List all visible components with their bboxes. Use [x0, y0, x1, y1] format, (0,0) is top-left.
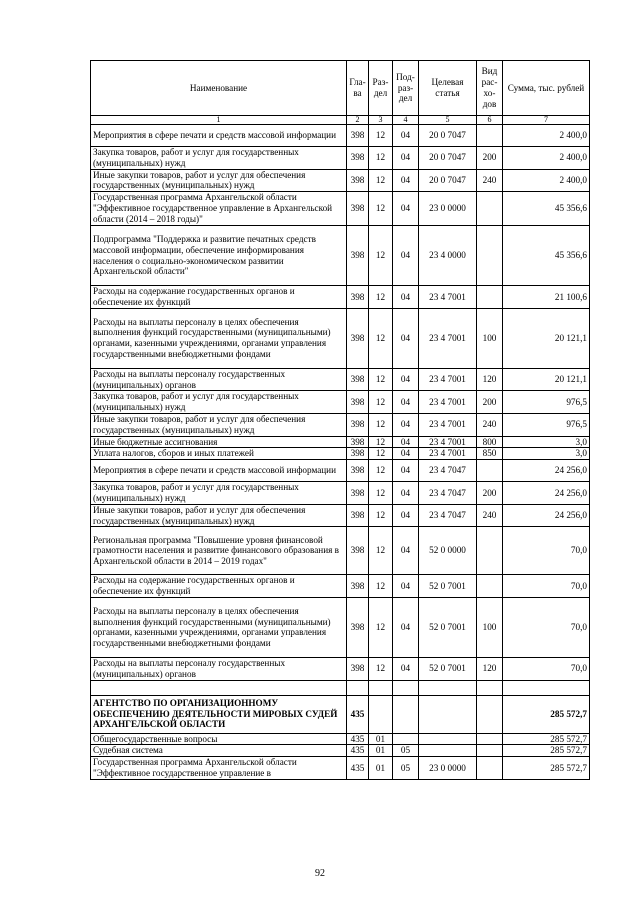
header-podrazdel: Под-раз-дел — [393, 61, 419, 116]
row-razdel: 12 — [369, 657, 393, 680]
row-razdel: 12 — [369, 504, 393, 527]
row-glava: 398 — [347, 125, 369, 147]
row-sum: 45 356,6 — [503, 226, 590, 286]
row-glava: 398 — [347, 147, 369, 170]
row-target: 20 0 7047 — [419, 125, 477, 147]
table-row — [91, 504, 590, 527]
table-row — [91, 448, 590, 460]
row-sum: 70,0 — [503, 527, 590, 575]
row-target: 23 4 7047 — [419, 482, 477, 505]
row-podrazdel: 04 — [393, 527, 419, 575]
row-podrazdel: 04 — [393, 657, 419, 680]
row-name: Уплата налогов, сборов и иных платежей — [91, 448, 347, 460]
row-razdel: 12 — [369, 448, 393, 460]
column-numbers-row — [91, 116, 590, 125]
row-sum: 976,5 — [503, 391, 590, 414]
row-glava: 435 — [347, 733, 369, 745]
row-podrazdel: 04 — [393, 368, 419, 391]
row-sum: 24 256,0 — [503, 482, 590, 505]
spacer-row — [91, 680, 590, 695]
table-row — [91, 657, 590, 680]
table-body — [91, 125, 590, 780]
row-razdel: 12 — [369, 527, 393, 575]
row-glava — [347, 680, 369, 695]
row-podrazdel: 04 — [393, 597, 419, 657]
column-number: 2 — [347, 116, 369, 125]
row-target: 23 4 7001 — [419, 308, 477, 368]
table-row — [91, 368, 590, 391]
table-header — [91, 61, 590, 116]
table-row — [91, 286, 590, 309]
row-vid — [477, 286, 503, 309]
row-target: 23 4 7047 — [419, 504, 477, 527]
row-sum: 285 572,7 — [503, 745, 590, 757]
row-sum: 24 256,0 — [503, 504, 590, 527]
row-podrazdel: 04 — [393, 391, 419, 414]
row-name: Расходы на выплаты персоналу в целях обеспечения выполнения функций государственными (муниципальными) органами, казенными учреждениями, органами управления государственными внебюджетными фондами — [91, 597, 347, 657]
row-vid — [477, 680, 503, 695]
table-row — [91, 192, 590, 226]
row-target — [419, 733, 477, 745]
row-sum: 285 572,7 — [503, 757, 590, 780]
row-glava: 398 — [347, 575, 369, 598]
row-podrazdel: 04 — [393, 448, 419, 460]
row-glava: 398 — [347, 527, 369, 575]
row-target: 23 4 7047 — [419, 460, 477, 482]
row-razdel: 12 — [369, 169, 393, 192]
row-podrazdel: 04 — [393, 169, 419, 192]
row-podrazdel — [393, 733, 419, 745]
row-vid — [477, 460, 503, 482]
row-sum: 285 572,7 — [503, 733, 590, 745]
row-target: 52 0 0000 — [419, 527, 477, 575]
row-podrazdel: 04 — [393, 436, 419, 448]
table-row — [91, 436, 590, 448]
row-glava: 398 — [347, 286, 369, 309]
row-razdel: 12 — [369, 125, 393, 147]
row-name: Закупка товаров, работ и услуг для государственных (муниципальных) нужд — [91, 147, 347, 170]
row-glava: 398 — [347, 448, 369, 460]
row-target: 23 4 7001 — [419, 436, 477, 448]
row-name: Расходы на содержание государственных органов и обеспечение их функций — [91, 575, 347, 598]
row-vid: 240 — [477, 504, 503, 527]
row-podrazdel — [393, 695, 419, 733]
row-sum: 70,0 — [503, 597, 590, 657]
row-glava: 398 — [347, 460, 369, 482]
row-name: Иные бюджетные ассигнования — [91, 436, 347, 448]
row-vid — [477, 125, 503, 147]
row-vid: 100 — [477, 597, 503, 657]
row-glava: 398 — [347, 226, 369, 286]
row-name: Закупка товаров, работ и услуг для государственных (муниципальных) нужд — [91, 391, 347, 414]
table-row — [91, 169, 590, 192]
row-podrazdel: 05 — [393, 757, 419, 780]
table-row — [91, 597, 590, 657]
row-name: Закупка товаров, работ и услуг для государственных (муниципальных) нужд — [91, 482, 347, 505]
row-sum — [503, 680, 590, 695]
row-vid: 240 — [477, 413, 503, 436]
budget-sheet — [90, 60, 589, 780]
row-sum: 45 356,6 — [503, 192, 590, 226]
row-target: 23 4 7001 — [419, 391, 477, 414]
table-row — [91, 226, 590, 286]
row-glava: 398 — [347, 597, 369, 657]
row-name: Общегосударственные вопросы — [91, 733, 347, 745]
row-podrazdel: 04 — [393, 226, 419, 286]
row-razdel: 12 — [369, 436, 393, 448]
table-row — [91, 482, 590, 505]
row-razdel — [369, 695, 393, 733]
row-target: 23 0 0000 — [419, 757, 477, 780]
row-name: Подпрограмма "Поддержка и развитие печатных средств массовой информации, обеспечение информирования населения о социально-экономическом развитии Архангельской области" — [91, 226, 347, 286]
row-target — [419, 680, 477, 695]
row-podrazdel: 04 — [393, 575, 419, 598]
row-glava: 398 — [347, 436, 369, 448]
row-razdel: 12 — [369, 413, 393, 436]
row-vid: 120 — [477, 368, 503, 391]
row-name: Мероприятия в сфере печати и средств массовой информации — [91, 460, 347, 482]
row-name: Расходы на выплаты персоналу в целях обеспечения выполнения функций государственными (муниципальными) органами, казенными учреждениями, органами управления государственными внебюджетными фондами — [91, 308, 347, 368]
row-razdel: 12 — [369, 575, 393, 598]
table-row — [91, 757, 590, 780]
row-podrazdel: 04 — [393, 286, 419, 309]
row-name: Мероприятия в сфере печати и средств массовой информации — [91, 125, 347, 147]
row-podrazdel: 04 — [393, 482, 419, 505]
row-sum: 976,5 — [503, 413, 590, 436]
row-name: Иные закупки товаров, работ и услуг для обеспечения государственных (муниципальных) нужд — [91, 413, 347, 436]
header-razdel: Раз-дел — [369, 61, 393, 116]
row-glava: 398 — [347, 504, 369, 527]
row-vid — [477, 226, 503, 286]
table-row — [91, 125, 590, 147]
header-glava: Гла-ва — [347, 61, 369, 116]
row-sum: 2 400,0 — [503, 169, 590, 192]
row-name — [91, 680, 347, 695]
row-podrazdel: 05 — [393, 745, 419, 757]
row-razdel: 12 — [369, 482, 393, 505]
row-name: Региональная программа "Повышение уровня финансовой грамотности населения и развитие финансового образования в Архангельской области в 2014 – 2019 годах" — [91, 527, 347, 575]
row-razdel: 12 — [369, 391, 393, 414]
row-podrazdel: 04 — [393, 504, 419, 527]
row-target — [419, 695, 477, 733]
row-glava: 398 — [347, 391, 369, 414]
row-podrazdel: 04 — [393, 147, 419, 170]
row-name: АГЕНТСТВО ПО ОРГАНИЗАЦИОННОМУ ОБЕСПЕЧЕНИЮ ДЕЯТЕЛЬНОСТИ МИРОВЫХ СУДЕЙ АРХАНГЕЛЬСКОЙ ОБЛАСТИ — [91, 695, 347, 733]
row-vid — [477, 575, 503, 598]
page-number: 92 — [315, 868, 325, 879]
row-podrazdel: 04 — [393, 460, 419, 482]
row-sum: 2 400,0 — [503, 147, 590, 170]
row-vid: 800 — [477, 436, 503, 448]
table-row — [91, 413, 590, 436]
row-name: Расходы на выплаты персоналу государственных (муниципальных) органов — [91, 657, 347, 680]
row-target: 23 4 0000 — [419, 226, 477, 286]
table-row — [91, 695, 590, 733]
row-vid: 850 — [477, 448, 503, 460]
row-razdel: 12 — [369, 368, 393, 391]
row-vid: 100 — [477, 308, 503, 368]
row-glava: 398 — [347, 308, 369, 368]
row-vid — [477, 757, 503, 780]
row-sum: 20 121,1 — [503, 368, 590, 391]
row-glava: 435 — [347, 757, 369, 780]
row-vid — [477, 192, 503, 226]
row-target: 23 4 7001 — [419, 368, 477, 391]
row-glava: 435 — [347, 745, 369, 757]
row-target: 23 0 0000 — [419, 192, 477, 226]
row-razdel: 01 — [369, 745, 393, 757]
row-target: 23 4 7001 — [419, 448, 477, 460]
row-target: 20 0 7047 — [419, 169, 477, 192]
row-vid — [477, 745, 503, 757]
row-glava: 398 — [347, 657, 369, 680]
row-razdel: 01 — [369, 733, 393, 745]
row-sum: 21 100,6 — [503, 286, 590, 309]
row-target: 52 0 7001 — [419, 597, 477, 657]
header-sum: Сумма, тыс. рублей — [503, 61, 590, 116]
table-row — [91, 308, 590, 368]
row-vid — [477, 695, 503, 733]
table-row — [91, 527, 590, 575]
column-number: 3 — [369, 116, 393, 125]
row-target: 23 4 7001 — [419, 413, 477, 436]
row-glava: 398 — [347, 413, 369, 436]
table-row — [91, 391, 590, 414]
row-vid: 200 — [477, 482, 503, 505]
row-razdel: 12 — [369, 286, 393, 309]
table-row — [91, 460, 590, 482]
row-sum: 285 572,7 — [503, 695, 590, 733]
row-name: Расходы на выплаты персоналу государственных (муниципальных) органов — [91, 368, 347, 391]
row-sum: 20 121,1 — [503, 308, 590, 368]
row-vid — [477, 527, 503, 575]
header-name: Наименование — [91, 61, 347, 116]
row-vid: 120 — [477, 657, 503, 680]
row-name: Государственная программа Архангельской области "Эффективное государственное управление в — [91, 757, 347, 780]
table-row — [91, 147, 590, 170]
header-target: Целевая статья — [419, 61, 477, 116]
row-name: Иные закупки товаров, работ и услуг для обеспечения государственных (муниципальных) нужд — [91, 504, 347, 527]
row-podrazdel: 04 — [393, 125, 419, 147]
row-target: 52 0 7001 — [419, 657, 477, 680]
row-razdel: 12 — [369, 597, 393, 657]
table-row — [91, 575, 590, 598]
row-glava: 398 — [347, 482, 369, 505]
row-vid: 240 — [477, 169, 503, 192]
row-sum: 3,0 — [503, 448, 590, 460]
row-podrazdel: 04 — [393, 192, 419, 226]
table-row — [91, 733, 590, 745]
row-sum: 70,0 — [503, 657, 590, 680]
row-name: Иные закупки товаров, работ и услуг для обеспечения государственных (муниципальных) нужд — [91, 169, 347, 192]
row-razdel: 12 — [369, 226, 393, 286]
row-vid: 200 — [477, 147, 503, 170]
budget-table — [90, 60, 590, 780]
row-glava: 435 — [347, 695, 369, 733]
column-number: 6 — [477, 116, 503, 125]
row-glava: 398 — [347, 192, 369, 226]
row-target — [419, 745, 477, 757]
row-sum: 3,0 — [503, 436, 590, 448]
row-sum: 24 256,0 — [503, 460, 590, 482]
row-podrazdel — [393, 680, 419, 695]
row-target: 23 4 7001 — [419, 286, 477, 309]
row-razdel: 12 — [369, 308, 393, 368]
row-sum: 70,0 — [503, 575, 590, 598]
row-razdel: 12 — [369, 460, 393, 482]
column-number: 5 — [419, 116, 477, 125]
column-number: 4 — [393, 116, 419, 125]
row-target: 52 0 7001 — [419, 575, 477, 598]
row-razdel: 01 — [369, 757, 393, 780]
header-vid: Вид рас-хо-дов — [477, 61, 503, 116]
row-vid — [477, 733, 503, 745]
row-razdel: 12 — [369, 192, 393, 226]
row-glava: 398 — [347, 368, 369, 391]
column-number: 7 — [503, 116, 590, 125]
row-name: Расходы на содержание государственных органов и обеспечение их функций — [91, 286, 347, 309]
row-vid: 200 — [477, 391, 503, 414]
row-name: Судебная система — [91, 745, 347, 757]
row-sum: 2 400,0 — [503, 125, 590, 147]
row-razdel: 12 — [369, 147, 393, 170]
row-podrazdel: 04 — [393, 413, 419, 436]
row-razdel — [369, 680, 393, 695]
row-name: Государственная программа Архангельской области "Эффективное государственное управление в Архангельской области (2014 – 2018 годы)" — [91, 192, 347, 226]
column-number: 1 — [91, 116, 347, 125]
row-glava: 398 — [347, 169, 369, 192]
row-podrazdel: 04 — [393, 308, 419, 368]
row-target: 20 0 7047 — [419, 147, 477, 170]
table-row — [91, 745, 590, 757]
